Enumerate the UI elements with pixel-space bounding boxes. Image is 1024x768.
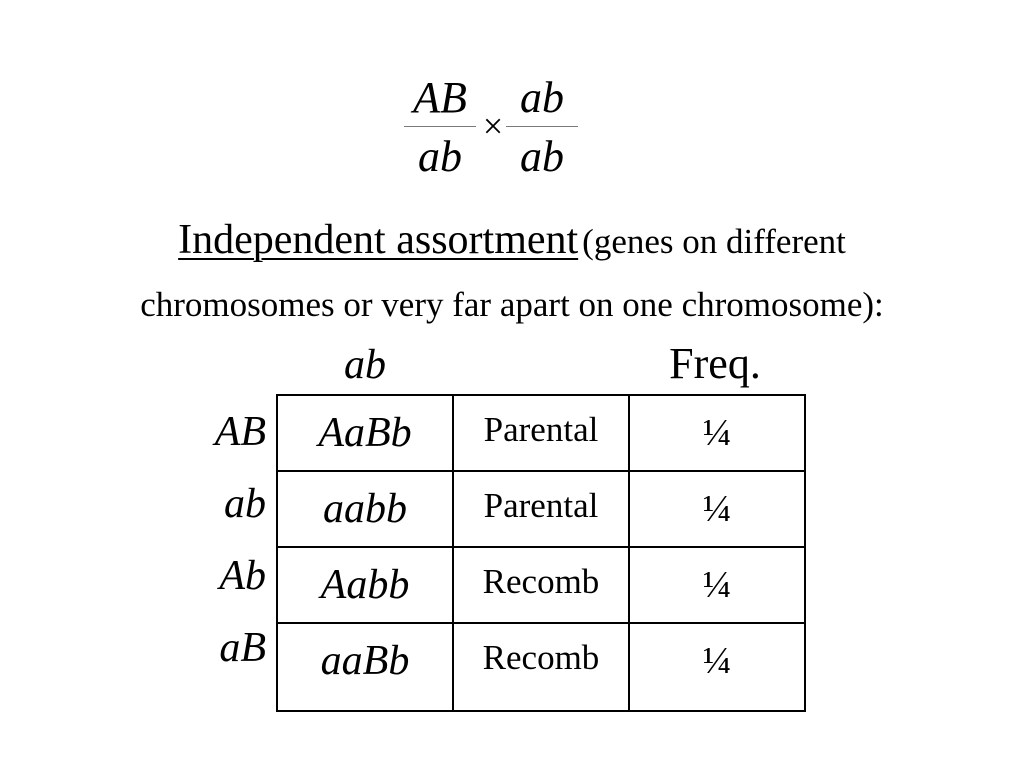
freq-cell: ¼ (629, 547, 805, 623)
table-row (277, 623, 805, 711)
table-row (277, 471, 805, 547)
table-row (277, 395, 805, 471)
type-cell: Parental (453, 395, 629, 471)
row-label-2: ab (224, 481, 266, 527)
genotype-cell: aaBb (277, 623, 453, 711)
genotype-cell: Aabb (277, 547, 453, 623)
right-fraction-bar (506, 126, 578, 127)
row-label-1: AB (214, 409, 266, 455)
heading-note-line2: chromosomes or very far apart on one chromosome): (140, 285, 884, 324)
left-parent-genotype (404, 74, 476, 181)
freq-cell: ¼ (629, 471, 805, 547)
heading-note-line1: (genes on different (582, 222, 846, 261)
right-parent-top: ab (520, 73, 564, 122)
heading (0, 212, 1024, 340)
heading-title: Independent assortment (178, 217, 579, 263)
left-parent-top: AB (413, 73, 467, 122)
type-cell: Parental (453, 471, 629, 547)
row-label-4: aB (219, 625, 266, 671)
type-cell: Recomb (453, 623, 629, 711)
right-parent-bottom: ab (520, 132, 564, 181)
column-header-freq: Freq. (669, 339, 761, 388)
column-header-gamete: ab (344, 342, 386, 388)
genotype-cell: AaBb (277, 395, 453, 471)
row-label-3: Ab (219, 553, 266, 599)
offspring-table (276, 394, 806, 712)
genotype-cell: aabb (277, 471, 453, 547)
left-fraction-bar (404, 126, 476, 127)
right-parent-genotype (506, 74, 578, 181)
type-cell: Recomb (453, 547, 629, 623)
left-parent-bottom: ab (418, 132, 462, 181)
cross-notation (400, 74, 580, 194)
table-row (277, 547, 805, 623)
cross-times-sign: × (482, 106, 504, 146)
freq-cell: ¼ (629, 623, 805, 711)
freq-cell: ¼ (629, 395, 805, 471)
